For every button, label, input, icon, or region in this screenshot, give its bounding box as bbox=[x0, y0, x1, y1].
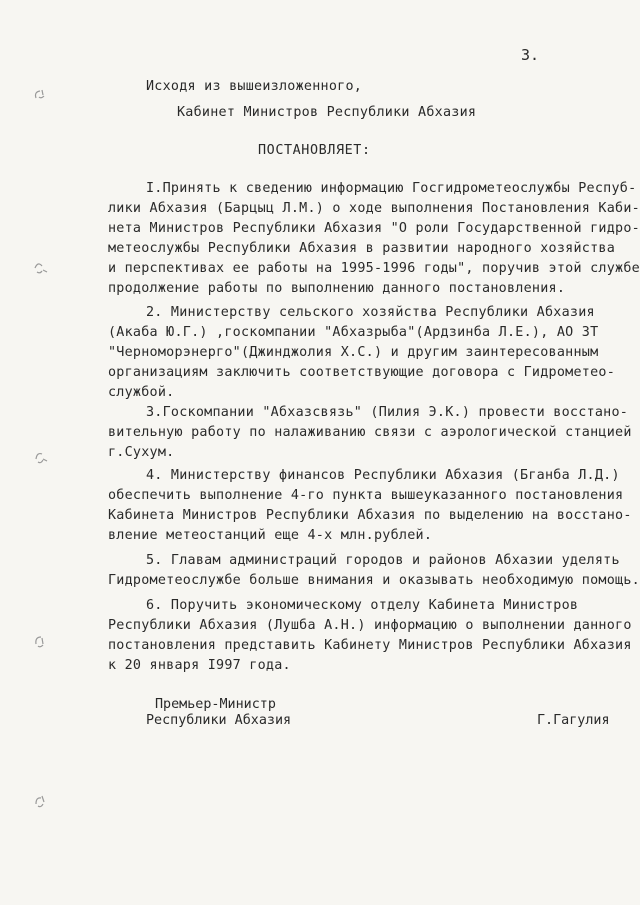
punch-hole-mark-icon bbox=[30, 792, 52, 810]
punch-hole-mark-icon bbox=[30, 258, 52, 276]
text-line: 4. Министерству финансов Республики Абхазия (Бганба Л.Д.) bbox=[146, 468, 620, 483]
text-line: 5. Главам администраций городов и районов Абхазии уделять bbox=[146, 553, 620, 568]
intro-line-1: Исходя из вышеизложенного, bbox=[146, 79, 363, 94]
text-line: к 20 января I997 года. bbox=[108, 658, 291, 673]
text-line: 2. Министерству сельского хозяйства Республики Абхазия bbox=[146, 305, 595, 320]
text-line: вление метеостанций еще 4-х млн.рублей. bbox=[108, 528, 433, 543]
text-line: постановления представить Кабинету Министров Республики Абхазия bbox=[108, 638, 632, 653]
punch-hole-mark-icon bbox=[30, 632, 52, 650]
signatory-name: Г.Гагулия bbox=[537, 713, 610, 728]
punch-hole-mark-icon bbox=[30, 448, 52, 466]
punch-hole-mark-icon bbox=[30, 86, 52, 104]
text-line: обеспечить выполнение 4-го пункта вышеуказанного постановления bbox=[108, 488, 624, 503]
signatory-title-line-2: Республики Абхазия bbox=[146, 713, 292, 728]
text-line: I.Принять к сведению информацию Госгидрометеослужбы Респуб- bbox=[146, 181, 637, 196]
text-line: Гидрометеослужбе больше внимания и оказывать необходимую помощь. bbox=[108, 573, 640, 588]
page-number: 3. bbox=[521, 46, 540, 64]
text-line: и перспективах ее работы на 1995-1996 годы", поручив этой службе bbox=[108, 261, 640, 276]
text-line: нета Министров Республики Абхазия "О роли Государственной гидро- bbox=[108, 221, 640, 236]
text-line: продолжение работы по выполнению данного постановления. bbox=[108, 281, 566, 296]
text-line: г.Сухум. bbox=[108, 445, 175, 460]
text-line: метеослужбы Республики Абхазия в развитии народного хозяйства bbox=[108, 241, 616, 256]
decree-heading: ПОСТАНОВЛЯЕТ: bbox=[258, 143, 371, 158]
intro-line-2: Кабинет Министров Республики Абхазия bbox=[177, 105, 477, 120]
text-line: Республики Абхазия (Лушба А.Н.) информацию о выполнении данного bbox=[108, 618, 632, 633]
text-line: Кабинета Министров Республики Абхазия по выделению на восстано- bbox=[108, 508, 632, 523]
text-line: "Черноморэнерго"(Джинджолия Х.С.) и другим заинтересованным bbox=[108, 345, 599, 360]
signatory-title-line-1: Премьер-Министр bbox=[155, 697, 276, 712]
text-line: 6. Поручить экономическому отделу Кабинета Министров bbox=[146, 598, 579, 613]
text-line: лики Абхазия (Барцыц Л.М.) о ходе выполнения Постановления Каби- bbox=[108, 201, 640, 216]
text-line: организациям заключить соответствующие договора с Гидрометео- bbox=[108, 365, 616, 380]
text-line: службой. bbox=[108, 385, 175, 400]
text-line: вительную работу по налаживанию связи с аэрологической станцией bbox=[108, 425, 632, 440]
text-line: 3.Госкомпании "Абхазсвязь" (Пилия Э.К.) провести восстано- bbox=[146, 405, 629, 420]
text-line: (Акаба Ю.Г.) ,госкомпании "Абхазрыба"(Ардзинба Л.Е.), АО ЗТ bbox=[108, 325, 599, 340]
